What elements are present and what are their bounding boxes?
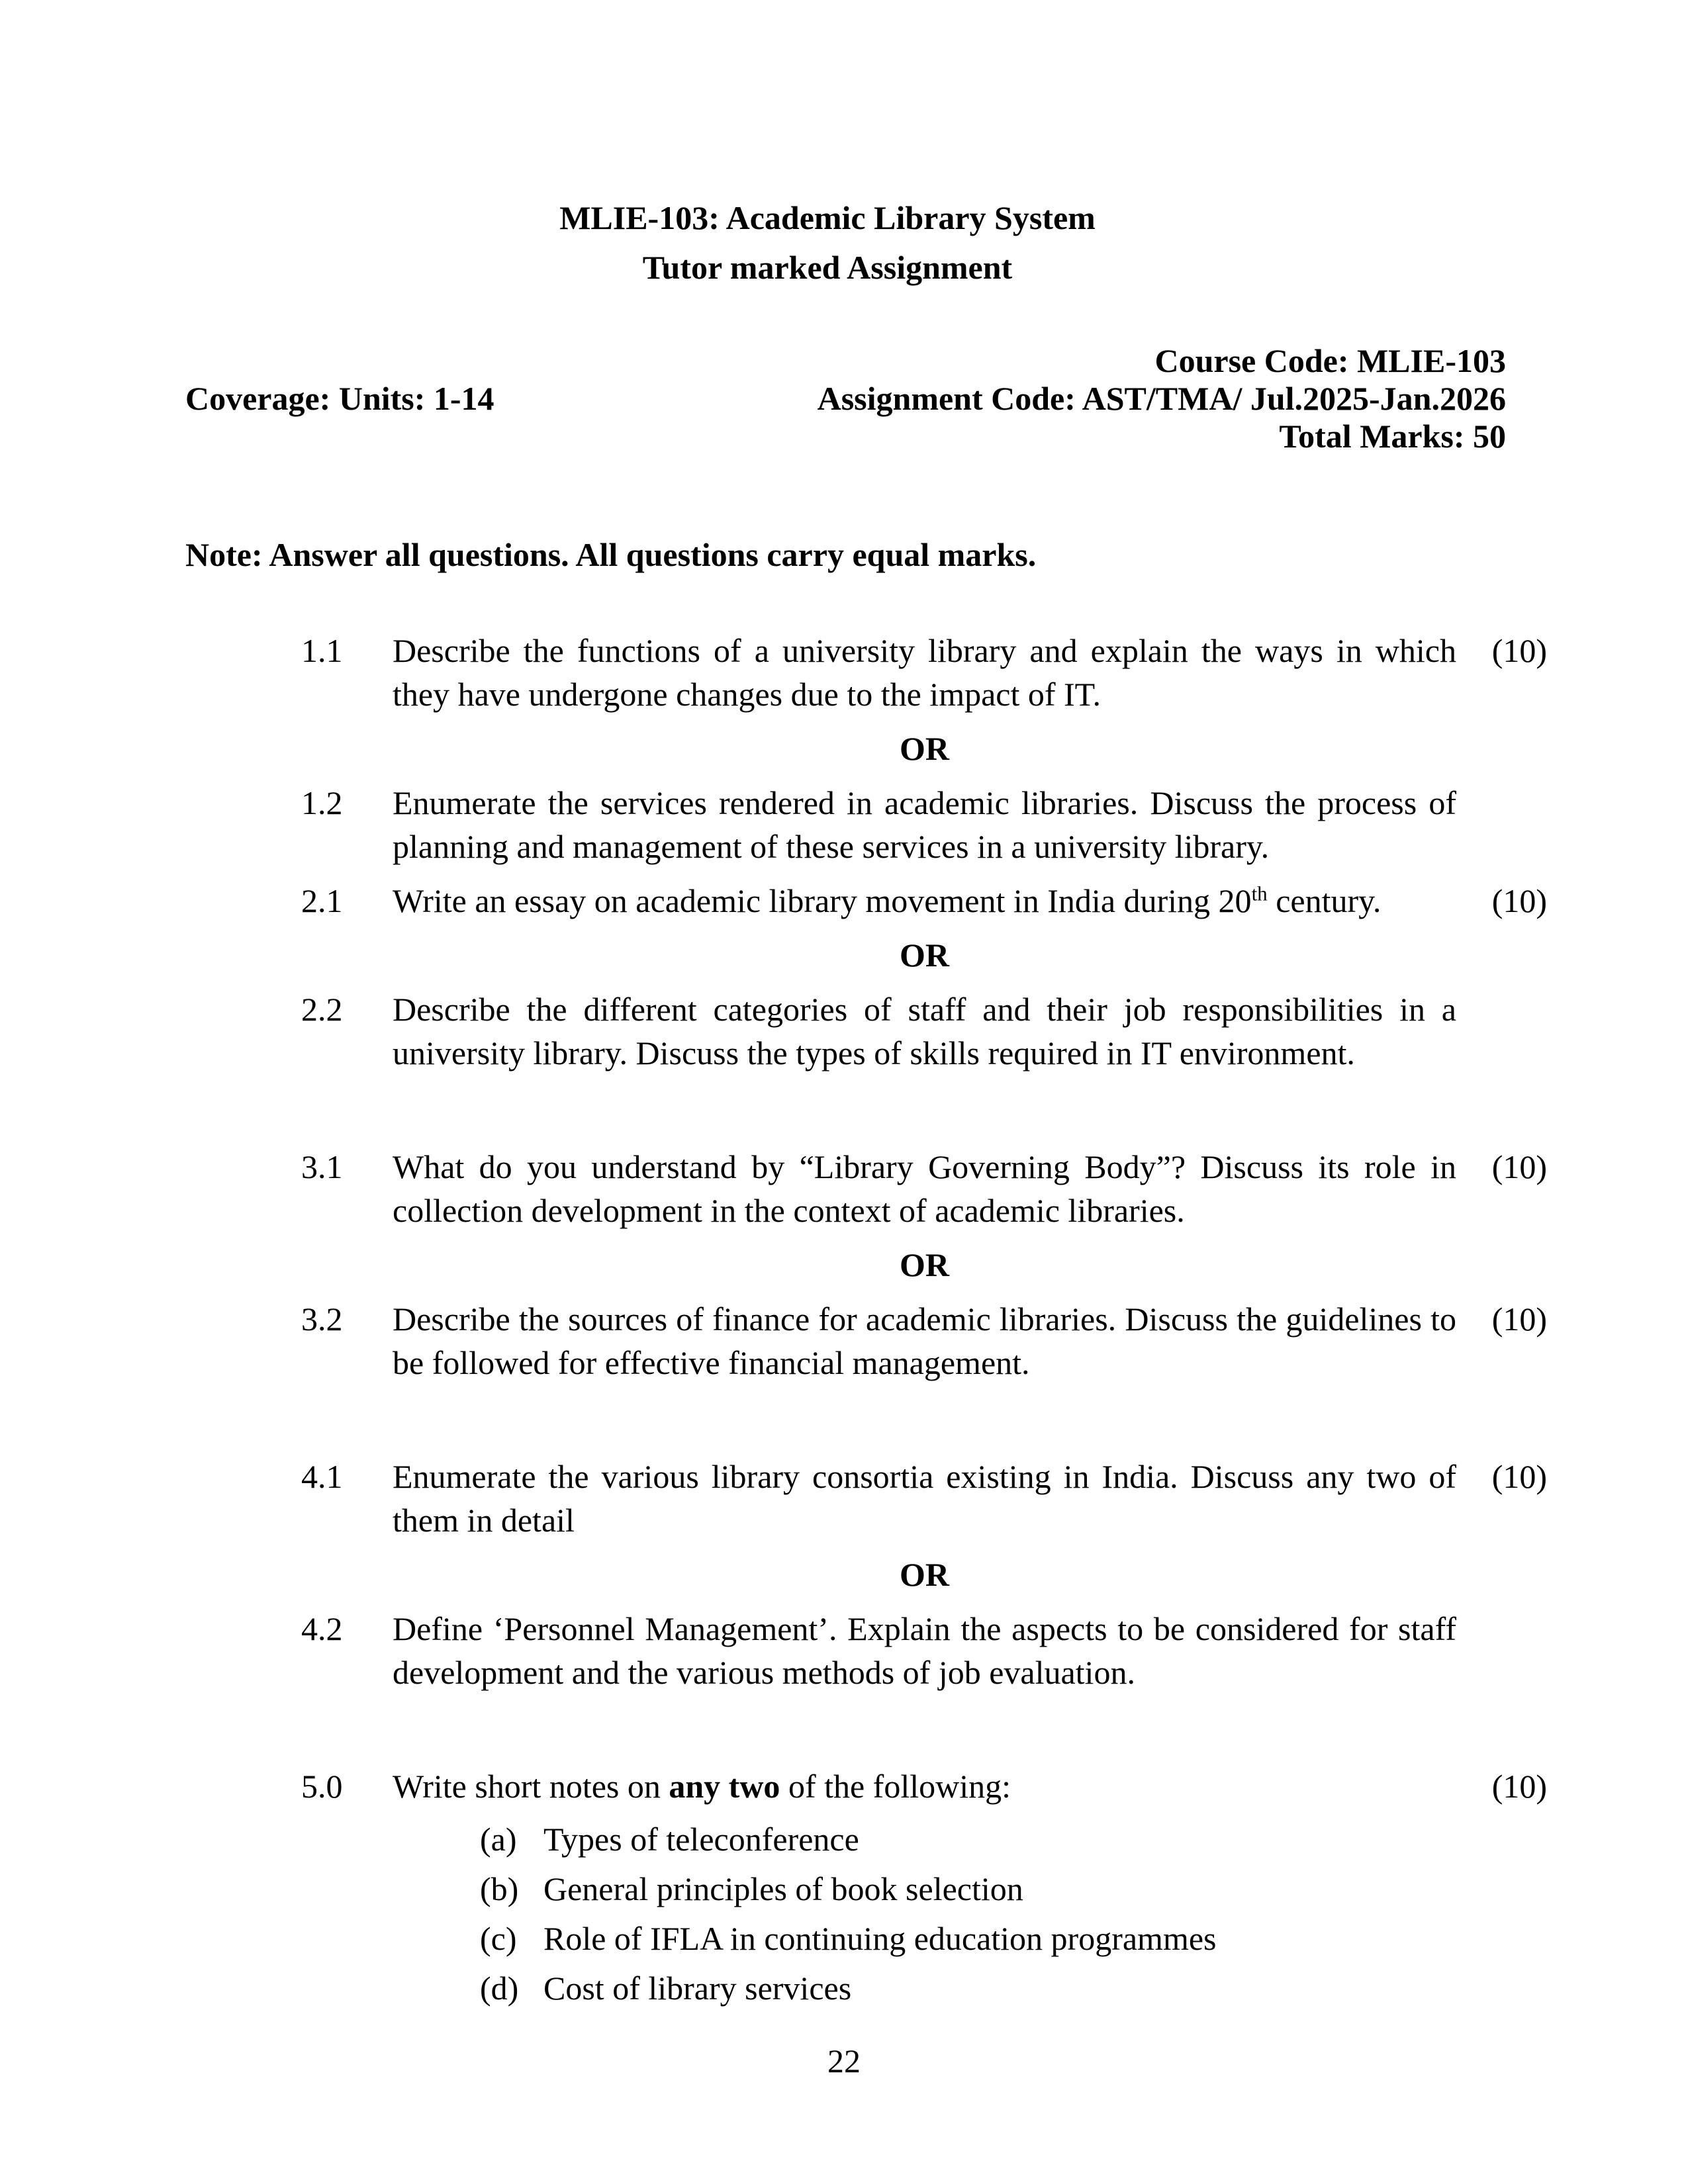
doc-header <box>185 193 1470 293</box>
meta-total-marks: Total Marks: 50 <box>1279 418 1506 455</box>
or-separator-4 <box>301 1553 1547 1596</box>
or-label: OR <box>900 1556 949 1593</box>
question-row-4-1 <box>301 1455 1547 1542</box>
sub-item-text: Cost of library services <box>543 1970 852 2007</box>
question-marks: (10) <box>1491 1768 1547 1805</box>
question-text: Enumerate the various library consortia existing in India. Discuss any two of them in detail <box>393 1458 1456 1539</box>
question-text-segment: Write an essay on academic library movement in India during 20 <box>393 882 1252 919</box>
sub-item-label: (d) <box>480 1970 519 2007</box>
sub-item-label: (b) <box>480 1870 519 1907</box>
sub-item-a <box>393 1817 1456 1861</box>
question-number: 4.1 <box>301 1458 343 1495</box>
or-label: OR <box>900 936 949 974</box>
or-separator-2 <box>301 933 1547 977</box>
question-number: 1.1 <box>301 632 343 669</box>
question-row-2-2 <box>301 987 1547 1075</box>
meta-course-code: Course Code: MLIE-103 <box>1154 342 1506 379</box>
or-label: OR <box>900 730 949 767</box>
question-intro <box>393 1764 1456 1808</box>
sub-item-text: Types of teleconference <box>543 1821 859 1858</box>
question-text-segment: century. <box>1267 882 1382 919</box>
question-number: 5.0 <box>301 1768 343 1805</box>
question-marks: (10) <box>1491 1458 1547 1495</box>
doc-title-line-2: Tutor marked Assignment <box>642 249 1013 286</box>
page-number: 22 <box>827 2042 861 2079</box>
question-text <box>393 1764 1456 2010</box>
sub-item-text: Role of IFLA in continuing education programmes <box>543 1920 1217 1957</box>
question-marks: (10) <box>1491 1148 1547 1185</box>
meta-assignment-code: Assignment Code: AST/TMA/ Jul.2025-Jan.2026 <box>817 380 1506 417</box>
question-text: Define ‘Personnel Management’. Explain the aspects to be considered for staff development and the various methods of job evaluation. <box>393 1610 1456 1691</box>
question-marks <box>1456 987 1547 1075</box>
question-text: Describe the sources of finance for academic libraries. Discuss the guidelines to be followed for effective financial management. <box>393 1300 1456 1381</box>
question-marks: (10) <box>1491 632 1547 669</box>
sub-item-c <box>393 1917 1456 1960</box>
question-row-2-1 <box>301 879 1547 923</box>
question-number: 4.2 <box>301 1610 343 1647</box>
question-row-3-1 <box>301 1145 1547 1232</box>
question-marks <box>1456 781 1547 868</box>
sub-list <box>393 1817 1456 2010</box>
meta-block <box>185 342 1506 455</box>
or-label: OR <box>900 1246 949 1283</box>
question-marks: (10) <box>1491 1300 1547 1338</box>
sub-item-label: (c) <box>480 1920 517 1957</box>
sub-item-d <box>393 1966 1456 2010</box>
question-text <box>393 879 1456 923</box>
question-text: Describe the different categories of staff and their job responsibilities in a university library. Discuss the types of skills required in IT environment. <box>393 991 1456 1071</box>
question-row-1-2 <box>301 781 1547 868</box>
question-text-bold: any two <box>669 1768 780 1805</box>
question-row-5-0 <box>301 1764 1547 2010</box>
sub-item-text: General principles of book selection <box>543 1870 1023 1907</box>
question-text-segment: of the following: <box>780 1768 1011 1805</box>
question-row-3-2 <box>301 1297 1547 1385</box>
question-text: What do you understand by “Library Governing Body”? Discuss its role in collection development in the context of academic libraries. <box>393 1148 1456 1229</box>
question-text: Enumerate the services rendered in academic libraries. Discuss the process of planning and management of these services in a university library. <box>393 784 1456 865</box>
question-row-4-2 <box>301 1607 1547 1694</box>
question-text: Describe the functions of a university library and explain the ways in which they have undergone changes due to the impact of IT. <box>393 632 1456 713</box>
or-separator-3 <box>301 1243 1547 1287</box>
question-marks <box>1456 1607 1547 1694</box>
sub-item-b <box>393 1867 1456 1911</box>
doc-title-line-1: MLIE-103: Academic Library System <box>559 199 1096 236</box>
superscript-th: th <box>1251 882 1268 905</box>
questions-list <box>301 629 1547 2010</box>
question-number: 3.1 <box>301 1148 343 1185</box>
question-row-1-1 <box>301 629 1547 716</box>
meta-coverage: Coverage: Units: 1-14 <box>185 380 494 417</box>
sub-item-label: (a) <box>480 1821 517 1858</box>
note-text: Note: Answer all questions. All questions carry equal marks. <box>185 536 1037 573</box>
question-text-segment: Write short notes on <box>393 1768 669 1805</box>
question-number: 3.2 <box>301 1300 343 1338</box>
question-number: 1.2 <box>301 784 343 821</box>
question-marks: (10) <box>1491 882 1547 919</box>
meta-coverage-line <box>185 380 1506 418</box>
or-separator-1 <box>301 727 1547 770</box>
question-number: 2.2 <box>301 991 343 1028</box>
question-number: 2.1 <box>301 882 343 919</box>
